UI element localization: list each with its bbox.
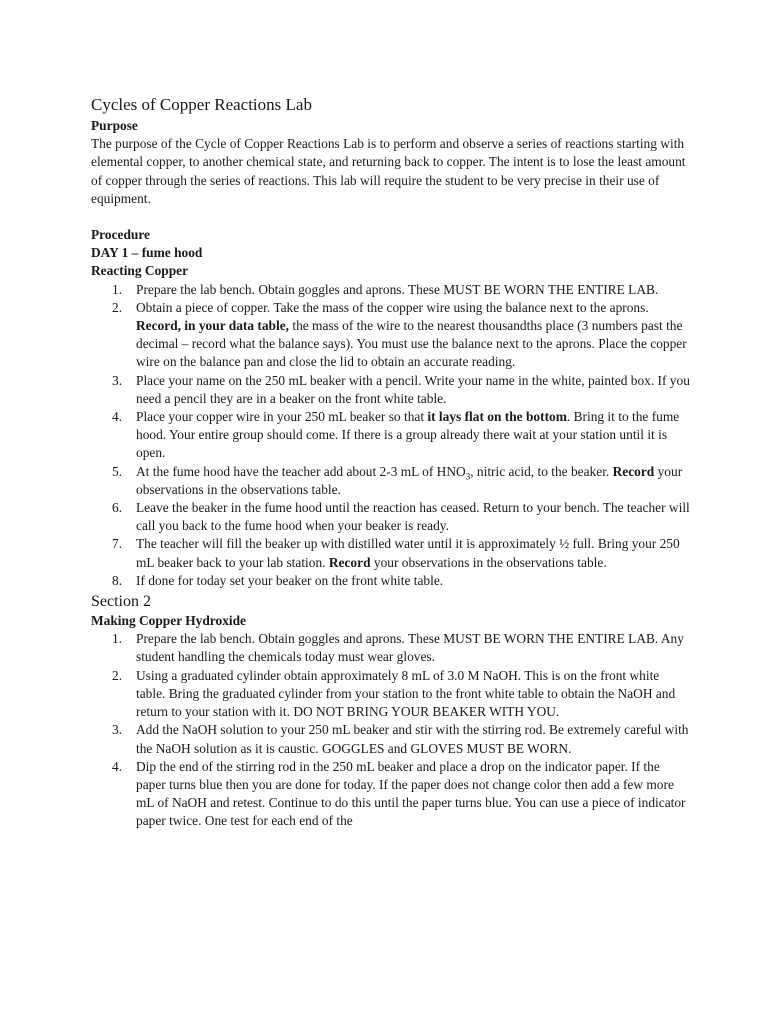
copper-hydroxide-heading: Making Copper Hydroxide [91, 613, 247, 629]
purpose-heading: Purpose [91, 118, 138, 133]
list-item: 7. The teacher will fill the beaker up with distilled water until it is approximately ½ full. Bring your 250 mL beaker back to your lab station. Record your observations in the observations table. [112, 536, 680, 570]
spacer [91, 208, 691, 226]
list-item: 2. Using a graduated cylinder obtain approximately 8 mL of 3.0 M NaOH. This is on the front white table. Bring the graduated cylinder from your station to the front white table to obtain the NaOH and return to your station with it. DO NOT BRING YOUR BEAKER WITH YOU. [112, 667, 676, 720]
list-item: 4. Place your copper wire in your 250 mL beaker so that it lays flat on the bottom. Bring it to the fume hood. Your entire group should come. If there is a group already there wait at your station until it is open. [112, 409, 680, 461]
day1-steps-list [91, 281, 691, 590]
purpose-text: The purpose of the Cycle of Copper Reactions Lab is to perform and observe a series of reactions starting with elemental copper, to another chemical state, and returning back to copper. The intent is to lose the least amount of copper through the series of reactions. This lab will require the student to be very precise in their use of equipment. [91, 136, 686, 206]
section2-steps-list [91, 630, 691, 830]
list-item: 1. Prepare the lab bench. Obtain goggles and aprons. These MUST BE WORN THE ENTIRE LAB. Any student handling the chemicals today must wear gloves. [112, 631, 684, 665]
list-item: 5. At the fume hood have the teacher add about 2-3 mL of $HNO_3$, nitric acid, to the beaker. Record your observations in the observations table. [112, 463, 683, 497]
list-item: 3. Add the NaOH solution to your 250 mL beaker and stir with the stirring rod. Be extremely careful with the NaOH solution as it is caustic. GOGGLES and GLOVES MUST BE WORN. [112, 722, 689, 756]
list-item: 8. If done for today set your beaker on the front white table. [112, 572, 444, 588]
document-content [91, 94, 691, 831]
list-item: 2. Obtain a piece of copper. Take the mass of the copper wire using the balance next to the aprons. Record, in your data table, the mass of the wire to the nearest thousandths place (3 numbers past the decimal – record what the balance says). You must use the balance next to the aprons. Place the copper wire on the balance pan and close the lid to obtain an accurate reading. [112, 299, 687, 370]
section2-heading: Section 2 [91, 593, 151, 611]
list-item: 3. Place your name on the 250 mL beaker with a pencil. Write your name in the white, painted box. If you need a pencil they are in a beaker on the front white table. [112, 372, 690, 406]
procedure-heading: Procedure [91, 227, 151, 243]
list-item: 4. Dip the end of the stirring rod in the 250 mL beaker and place a drop on the indicator paper. If the paper turns blue then you are done for today. If the paper does not change color then add a few more mL of NaOH and retest. Continue to do this until the paper turns blue. You can use a piece of indicator paper twice. One test for each end of the [112, 758, 686, 829]
document-title: Cycles of Copper Reactions Lab [91, 95, 312, 114]
list-item: 6. Leave the beaker in the fume hood until the reaction has ceased. Return to your bench. The teacher will call you back to the fume hood when your beaker is ready. [112, 500, 690, 534]
reacting-copper-heading: Reacting Copper [91, 263, 189, 279]
day1-heading: DAY 1 – fume hood [91, 245, 203, 261]
list-item: 1. Prepare the lab bench. Obtain goggles and aprons. These MUST BE WORN THE ENTIRE LAB. [112, 281, 659, 297]
